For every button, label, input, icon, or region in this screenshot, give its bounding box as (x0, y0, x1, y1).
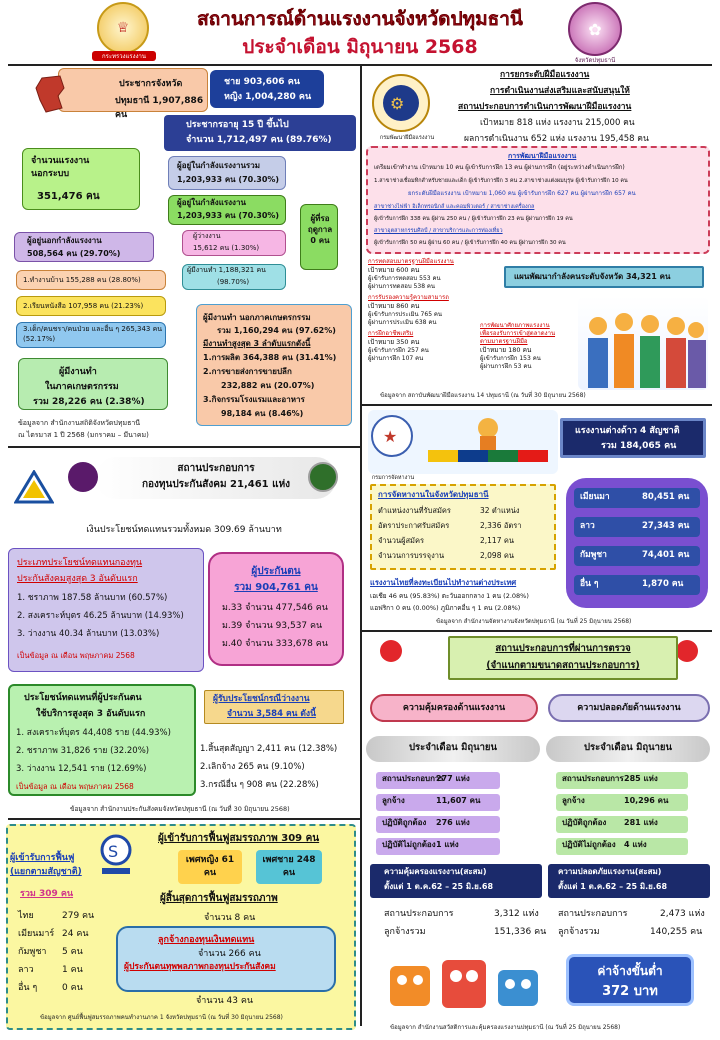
migrant-row (574, 575, 700, 595)
safety-cum-label-2: ลูกจ้างรวม (558, 927, 600, 937)
nonagri-item-2: 2.การขายส่งการขายปลีก (203, 367, 292, 376)
inspection-row-value: 276 แห่ง (436, 818, 470, 827)
minimum-wage-title: ค่าจ้างขั้นต่ำ (597, 964, 663, 978)
outside-item-1 (16, 270, 166, 290)
employment-row-value: 2,098 คน (480, 551, 514, 560)
protect-cum-label-2: ลูกจ้างรวม (384, 927, 426, 937)
rehab-male-text: เพศชาย 248 คน (262, 855, 316, 878)
unemp-title-box (204, 690, 344, 724)
inspection-row (376, 838, 500, 855)
header (0, 0, 720, 62)
province-logo-caption: จังหวัดปทุมธานี (574, 57, 616, 64)
abroad-line-1: เอเชีย 46 คน (95.83%) ตะวันออกกลาง 1 คน (2.08%) (370, 592, 529, 600)
unemp-title2: จำนวน 3,584 คน ดังนี้ (227, 709, 316, 719)
unemp-item-1: 1.สิ้นสุดสัญญา 2,411 คน (12.38%) (200, 744, 338, 754)
current-labor-box (168, 195, 286, 225)
population-box (58, 68, 208, 120)
standards-row-6: เป้าหมาย 860 คน (368, 302, 420, 311)
outside-item-2-text: 2.เรียนหนังสือ 107,958 คน (21.23%) (23, 302, 144, 310)
insured-item-3: ม.40 จำนวน 333,678 คน (222, 639, 328, 649)
training-row-2: 1.สาขาช่างเชื่อมทิกสำหรับชายและเด็ก ผู้เข้ารับการฝึก 3 คน 2.สาขาช่างแต่งผมบุรุษ ผู้เข้ารับการฝึก 10 คน (374, 178, 628, 184)
age15-box (164, 115, 356, 151)
migrant-row-name: อื่น ๆ (580, 579, 599, 589)
inspection-row-value: 4 แห่ง (624, 840, 647, 849)
inspection-right-dot (676, 640, 698, 662)
standards-row-10: เป้าหมาย 350 คน (368, 338, 420, 347)
rehab-divider (8, 818, 360, 820)
right-divider-2 (362, 630, 712, 632)
employment-row-label: จำนวนการบรรจุงาน (378, 551, 445, 560)
rehab-nat-title1: ผู้เข้ารับการฟื้นฟู (10, 853, 75, 863)
inspection-left-dot (380, 640, 402, 662)
rehab-nat-total: รวม 309 คน (20, 889, 74, 899)
training-row-3: ยกระดับฝีมือแรงงาน เป้าหมาย 1,060 คน ผู้เข้ารับการฝึก 627 คน ผู้ผ่านการฝึก 657 คน (408, 190, 636, 197)
employment-title: การจัดหางานในจังหวัดปทุมธานี (378, 490, 489, 499)
insured-title: ผู้ประกันตน (251, 566, 301, 577)
inspection-row-label: ปฏิบัติถูกต้อง (562, 818, 607, 827)
inspection-row (556, 838, 688, 855)
inspection-row-value: 11,607 คน (436, 796, 481, 805)
minimum-wage-badge (566, 954, 694, 1006)
unemployed-line1: ผู้ว่างงาน (193, 232, 221, 240)
special-row-4: เป้าหมาย 180 คน (480, 346, 532, 355)
standards-row-7: ผู้เข้ารับการประเมิน 765 คน (368, 310, 443, 318)
outside-item-3-text: 3.เด็ก/คนชรา/คนป่วย และอื่น ๆ 265,343 คน (52.17%) (23, 325, 163, 343)
unemp-item-3: 3.กรณีอื่น ๆ 908 คน (22.28%) (200, 780, 319, 790)
rehab-nat-title2: (แยกตามสัญชาติ) (10, 867, 82, 877)
standards-row-4: ผู้ผ่านการทดสอบ 538 คน (368, 282, 436, 290)
special-list (480, 322, 576, 371)
lfs-source-2: ณ ไตรมาส 1 ปี 2568 (มกราคม – มีนาคม) (18, 431, 149, 439)
agri-line2: ในภาคเกษตรกรรม (45, 382, 119, 392)
training-title: การพัฒนาฝีมือแรงงาน (508, 152, 577, 160)
protect-cum-period: ตั้งแต่ 1 ต.ค.62 – 25 มิ.ย.68 (384, 882, 494, 891)
plan-box (504, 266, 704, 288)
migrant-list-box (566, 478, 708, 608)
rehab-nat-name: ไทย (18, 911, 34, 921)
sso-heading: สถานประกอบการ (177, 463, 255, 474)
employment-row-label: อัตราประกาศรับสมัคร (378, 521, 450, 530)
sso-divider (8, 446, 360, 448)
protect-cum-value-1: 3,312 แห่ง (494, 909, 539, 919)
minimum-wage-value: 372 บาท (602, 984, 658, 999)
outside-item-1-text: 1.ทำงานบ้าน 155,288 คน (28.80%) (23, 276, 141, 284)
special-row-5: ผู้เข้ารับการฝึก 153 คน (480, 355, 541, 363)
current-labor-line2: 1,203,933 คน (70.30%) (177, 211, 280, 220)
rehab-nat-name: ลาว (18, 965, 34, 975)
training-row-1: เตรียมเข้าทำงาน เป้าหมาย 10 คน ผู้เข้ารับการฝึก 13 คน ผู้ผ่านการฝึก (อยู่ระหว่างดำเนินการฝึก) (374, 164, 625, 171)
inspection-row-label: ลูกจ้าง (562, 796, 585, 805)
protect-header (370, 694, 538, 722)
inspection-source: ข้อมูลจาก สำนักงานสวัสดิการและคุ้มครองแรงงานปทุมธานี (ณ วันที่ 25 มิถุนายน 2568) (390, 1024, 621, 1031)
employment-illustration (368, 410, 558, 474)
migrant-title1: แรงงานต่างด้าว 4 สัญชาติ (575, 426, 680, 436)
waiting-box (300, 204, 338, 270)
page-title: สถานการณ์ด้านแรงงานจังหวัดปทุมธานี (197, 8, 523, 30)
ministry-logo: ♕ (97, 2, 149, 54)
standards-row-9: การฝึกอาชีพเสริม (368, 330, 414, 338)
sso-top-title2: ประกันสังคมสูงสุด 3 อันดับแรก (17, 574, 138, 584)
rehab-nat-value: 0 คน (62, 983, 83, 993)
nonagri-line1: ผู้มีงานทำ นอกภาคเกษตรกรรม (203, 313, 311, 322)
inspection-row-label: สถานประกอบการ (562, 774, 624, 783)
safety-cum-box (548, 864, 710, 898)
migrant-row-value: 1,870 คน (642, 579, 684, 589)
inspection-row (376, 772, 500, 789)
standards-source: ข้อมูลจาก สถาบันพัฒนาฝีมือแรงงาน 14 ปทุมธานี (ณ วันที่ 30 มิถุนายน 2568) (380, 392, 586, 399)
protect-cum-title: ความคุ้มครองแรงงาน(สะสม) (384, 867, 487, 876)
migrant-row-name: กัมพูชา (580, 550, 607, 560)
rehab-nat-value: 24 คน (62, 929, 89, 939)
gender-box (210, 70, 324, 108)
inspection-row (376, 794, 500, 811)
training-row-6: สาขาอุตสาหกรรมศิลป์ / สาขาบริการและการท่องเที่ยว (374, 228, 503, 234)
safety-header (548, 694, 710, 722)
standards-row-11: ผู้เข้ารับการฝึก 257 คน (368, 346, 429, 354)
population-label: ประชากรจังหวัด (119, 79, 183, 89)
waiting-text: ผู้ที่รอฤดูกาล 0 คน (307, 214, 333, 246)
outside-item-3 (16, 322, 166, 348)
labor-force-box (168, 156, 286, 190)
agri-line3: รวม 28,226 คน (2.38%) (33, 397, 145, 407)
informal-title: จำนวนแรงงาน นอกระบบ (31, 156, 90, 179)
skill-target: เป้าหมาย 818 แห่ง แรงงาน 215,000 คน (480, 118, 635, 128)
workers-illustration (578, 296, 708, 390)
sso-top-title1: ประเภทประโยชน์ทดแทนกองทุน (17, 558, 143, 568)
employment-source: ข้อมูลจาก สำนักงานจัดหางานจังหวัดปทุมธานี (ณ วันที่ 25 มิถุนายน 2568) (436, 618, 632, 625)
inspection-row (556, 816, 688, 833)
inspection-row (376, 816, 500, 833)
rehab-fund-title: ลูกจ้างกองทุนเงินทดแทน (158, 935, 255, 945)
employment-row-value: 2,117 คน (480, 536, 514, 545)
inspection-row-value: 285 แห่ง (624, 774, 658, 783)
safety-month (546, 736, 710, 762)
sso-source: ข้อมูลจาก สำนักงานประกันสังคมจังหวัดปทุมธานี (ณ วันที่ 30 มิถุนายน 2568) (70, 805, 290, 813)
informal-box (22, 148, 140, 210)
standards-row-2: เป้าหมาย 600 คน (368, 266, 420, 275)
sso-use-note: เป็นข้อมูล ณ เดือน พฤษภาคม 2568 (16, 782, 134, 791)
rehab-sso-title: ผู้ประกันตนทุพพลภาพกองทุนประกันสังคม (124, 962, 276, 972)
sso-left-dot (68, 462, 98, 492)
rehab-detail-box (116, 926, 336, 992)
page-subtitle: ประจำเดือน มิถุนายน 2568 (242, 36, 478, 58)
sso-logo (14, 470, 54, 504)
sso-top-item-3: 3. ว่างงาน 40.34 ล้านบาท (13.03%) (17, 629, 160, 639)
standards-list (368, 258, 498, 363)
sso-right-dot (308, 462, 338, 492)
lfs-source-1: ข้อมูลจาก สำนักงานสถิติจังหวัดปทุมธานี (18, 419, 141, 427)
employment-row-value: 2,336 อัตรา (480, 521, 522, 530)
rehab-nat-name: เมียนมาร์ (18, 929, 55, 939)
protect-cum-value-2: 151,336 คน (494, 927, 547, 937)
abroad-line-2: แอฟริกา 0 คน (0.00%) ภูมิภาคอื่น ๆ 1 คน (2.08%) (370, 604, 521, 612)
inspection-title-box (448, 636, 678, 680)
safety-month-label: ประจำเดือน มิถุนายน (584, 742, 672, 753)
sso-use-box (8, 684, 196, 796)
safety-cum-value-2: 140,255 คน (650, 927, 703, 937)
unemployed-line2: 15,612 คน (1.30%) (193, 244, 260, 252)
migrant-title2: รวม 184,065 คน (601, 441, 677, 451)
special-row-1: การพัฒนาศักยภาพแรงงาน (480, 322, 550, 329)
training-box (366, 146, 710, 254)
migrant-row-name: เมียนมา (580, 492, 610, 502)
sso-use-item-1: 1. สงเคราะห์บุตร 44,408 ราย (44.93%) (16, 728, 171, 738)
safety-cum-label-1: สถานประกอบการ (558, 909, 628, 919)
inspection-row-value: 1 แห่ง (436, 840, 459, 849)
male-count: ชาย 903,606 คน (224, 77, 300, 87)
outside-force-line1: ผู้อยู่นอกกำลังแรงงาน (27, 236, 102, 245)
sso-use-item-3: 3. ว่างงาน 12,541 ราย (12.69%) (16, 764, 147, 774)
plan-label: แผนพัฒนากำลังคนระดับจังหวัด 34,321 คน (514, 272, 671, 281)
nonagri-item-3: 3.กิจกรรมโรงแรมและอาหาร (203, 395, 305, 404)
rehab-source: ข้อมูลจาก ศูนย์ฟื้นฟูสมรรถภาพคนทำงานภาค 1 จังหวัดปทุมธานี (ณ วันที่ 30 มิถุนายน 2568) (40, 1014, 283, 1021)
unemp-title1: ผู้รับประโยชน์กรณีว่างงาน (213, 694, 310, 704)
migrant-row-name: ลาว (580, 521, 595, 531)
sso-top-note: เป็นข้อมูล ณ เดือน พฤษภาคม 2568 (17, 651, 135, 660)
employed-line1: ผู้มีงานทำ 1,188,321 คน (187, 266, 266, 274)
standards-row-5: การรับรองความรู้ความสามารถ (368, 294, 449, 302)
inspection-title2: (จำแนกตามขนาดสถานประกอบการ) (486, 660, 640, 671)
special-row-2: เพื่อรองรับการเข้าสู่ตลาดงาน (480, 330, 556, 338)
migrant-row (574, 546, 700, 566)
skill-logo-caption: กรมพัฒนาฝีมือแรงงาน (379, 135, 435, 141)
sso-top-item-1: 1. ชราภาพ 187.58 ล้านบาท (60.57%) (17, 593, 168, 603)
safety-cum-title: ความปลอดภัยแรงงาน(สะสม) (558, 867, 662, 876)
insured-box (208, 552, 344, 666)
labor-force-line1: ผู้อยู่ในกำลังแรงงานรวม (177, 161, 260, 170)
sso-use-item-2: 2. ชราภาพ 31,826 ราย (32.20%) (16, 746, 150, 756)
current-labor-line1: ผู้อยู่ในกำลังแรงงาน (177, 198, 246, 207)
employment-row-value: 32 ตำแหน่ง (480, 506, 520, 515)
sso-use-title1: ประโยชน์ทดแทนที่ผู้ประกันตน (24, 693, 142, 703)
standards-row-1: การทดสอบมาตรฐานฝีมือแรงงาน (368, 258, 454, 265)
inspection-row-label: ปฏิบัติไม่ถูกต้อง (562, 840, 616, 849)
training-row-4: สาขาช่างไฟฟ้า อิเล็กทรอนิกส์ และคอมพิวเตอร์ / สาขาช่างเครื่องกล (374, 204, 535, 210)
svg-text:S: S (108, 842, 119, 861)
outside-item-2 (16, 296, 166, 316)
employment-row-label: จำนวนผู้สมัคร (378, 536, 425, 545)
skill-title1: การยกระดับฝีมือแรงงาน (500, 70, 590, 80)
standards-row-3: ผู้เข้ารับการทดสอบ 553 คน (368, 274, 441, 282)
rehab-male (256, 850, 322, 884)
sso-top-box (8, 548, 204, 672)
nonagri-item-3b: 98,184 คน (8.46%) (221, 409, 304, 418)
employment-row-label: ตำแหน่งงานที่รับสมัคร (378, 506, 451, 515)
migrant-row-value: 74,401 คน (642, 550, 690, 560)
abroad-title: แรงงานไทยที่ลงทะเบียนไปทำงานต่างประเทศ (370, 578, 517, 587)
safety-cum-period: ตั้งแต่ 1 ต.ค.62 – 25 มิ.ย.68 (558, 882, 668, 891)
inspection-row-value: 281 แห่ง (624, 818, 658, 827)
training-row-5: ผู้เข้ารับการฝึก 338 คน ผู้ผ่าน 250 คน / ผู้เข้ารับการฝึก 23 คน ผู้ผ่านการฝึก 19 คน (374, 216, 573, 222)
inspection-row-label: ลูกจ้าง (382, 796, 405, 805)
svg-text:⚙: ⚙ (390, 94, 405, 113)
inspection-row-label: ปฏิบัติถูกต้อง (382, 818, 427, 827)
sso-payout: เงินประโยชน์ทดแทนรวมทั้งหมด 309.69 ล้านบาท (86, 525, 282, 535)
rehab-fund-value: จำนวน 266 คน (198, 949, 261, 959)
rehab-nat-name: อื่น ๆ (18, 983, 38, 993)
sso-heading-bar (96, 457, 336, 499)
migrant-row-value: 80,451 คน (642, 492, 690, 502)
inspection-row-value: 277 แห่ง (436, 774, 470, 783)
protect-month-label: ประจำเดือน มิถุนายน (409, 742, 497, 753)
svg-text:★: ★ (383, 427, 398, 446)
standards-row-12: ผู้ผ่านการฝึก 107 คน (368, 355, 424, 363)
unemployed-box (182, 230, 286, 256)
skill-result: ผลการดำเนินงาน 652 แห่ง แรงงาน 195,458 คน (464, 134, 649, 144)
age15-line1: ประชากรอายุ 15 ปี ขึ้นไป (186, 120, 289, 130)
nonagri-box (196, 304, 352, 426)
employment-box (370, 484, 556, 570)
rehab-nat-value: 5 คน (62, 947, 83, 957)
special-row-6: ผู้ผ่านการฝึก 53 คน (480, 363, 532, 371)
labor-force-line2: 1,203,933 คน (70.30%) (177, 175, 280, 184)
inspection-row-label: ปฏิบัติไม่ถูกต้อง (382, 840, 436, 849)
population-map-icon (34, 74, 68, 114)
migrant-row (574, 517, 700, 537)
female-count: หญิง 1,004,280 คน (224, 92, 312, 102)
robots-illustration (380, 946, 550, 1020)
safety-cum-value-1: 2,473 แห่ง (660, 909, 705, 919)
inspection-row (556, 794, 688, 811)
rehab-done-title: ผู้สิ้นสุดการฟื้นฟูสมรรถภาพ (160, 893, 278, 904)
right-divider-1 (362, 404, 712, 406)
informal-value: 351,476 คน (37, 191, 100, 202)
nonagri-item-2b: 232,882 คน (20.07%) (221, 381, 315, 390)
inspection-row-value: 10,296 คน (624, 796, 669, 805)
skill-title2: การดำเนินงานส่งเสริมและสนับสนุนให้ (490, 86, 630, 96)
special-row-3: ตามมาตรฐานฝีมือ (480, 338, 528, 346)
migrant-row-value: 27,343 คน (642, 521, 690, 531)
nonagri-line2: รวม 1,160,294 คน (97.62%) (217, 326, 336, 335)
age15-line2: จำนวน 1,712,497 คน (89.76%) (186, 135, 332, 145)
outside-force-box (14, 232, 154, 262)
employment-logo-caption: กรมการจัดหางาน (371, 475, 415, 481)
migrant-title-box (560, 418, 706, 458)
insured-item-1: ม.33 จำนวน 477,546 คน (222, 603, 328, 613)
skill-title3: สถานประกอบการดำเนินการพัฒนาฝีมือแรงงาน (458, 102, 632, 112)
rehab-nat-name: กัมพูชา (18, 947, 47, 957)
insured-item-2: ม.39 จำนวน 93,537 คน (222, 621, 323, 631)
agri-line1: ผู้มีงานทำ (59, 367, 97, 377)
rehab-nat-value: 1 คน (62, 965, 83, 975)
protect-cum-box (370, 864, 542, 898)
standards-row-8: ผู้ผ่านการประเมิน 638 คน (368, 319, 437, 326)
rehab-done-value: จำนวน 8 คน (204, 913, 256, 923)
rehab-female (178, 850, 242, 884)
ministry-logo-caption: กระทรวงแรงงาน (92, 51, 156, 61)
population-total: ปทุมธานี 1,907,886 คน (115, 96, 204, 120)
rehab-logo (98, 832, 134, 878)
skill-logo (370, 72, 432, 134)
inspection-row-label: สถานประกอบการ (382, 774, 444, 783)
nonagri-heading: มีงานทำสูงสุด 3 ลำดับแรกดังนี้ (203, 339, 311, 348)
agri-box (18, 358, 168, 410)
inspection-row (556, 772, 688, 789)
employed-box (182, 264, 286, 290)
training-row-7: ผู้เข้ารับการฝึก 50 คน ผู้ผ่าน 60 คน / ผู้เข้ารับการฝึก 40 คน ผู้ผ่านการฝึก 30 คน (374, 240, 566, 246)
rehab-sso-value: จำนวน 43 คน (196, 996, 254, 1006)
rehab-female-text: เพศหญิง 61 คน (185, 855, 235, 878)
protect-month (366, 736, 540, 762)
insured-total: รวม 904,761 คน (234, 582, 318, 593)
rehab-title: ผู้เข้ารับการฟื้นฟูสมรรถภาพ 309 คน (158, 833, 320, 844)
protect-cum-label-1: สถานประกอบการ (384, 909, 454, 919)
inspection-title1: สถานประกอบการที่ผ่านการตรวจ (495, 643, 631, 654)
rehab-nat-value: 279 คน (62, 911, 95, 921)
outside-force-line2: 508,564 คน (29.70%) (27, 249, 121, 258)
nonagri-item-1: 1.การผลิต 364,388 คน (31.41%) (203, 353, 337, 362)
province-logo: ✿ (568, 2, 622, 56)
sso-use-title2: ใช้บริการสูงสุด 3 อันดับแรก (36, 709, 146, 719)
center-divider (360, 66, 362, 1026)
migrant-row (574, 488, 700, 508)
unemp-item-2: 2.เลิกจ้าง 265 คน (9.10%) (200, 762, 305, 772)
safety-title: ความปลอดภัยด้านแรงงาน (577, 703, 681, 713)
employed-line2: (98.70%) (217, 278, 250, 286)
sso-establishments: กองทุนประกันสังคม 21,461 แห่ง (141, 479, 291, 490)
sso-top-item-2: 2. สงเคราะห์บุตร 46.25 ล้านบาท (14.93%) (17, 611, 184, 621)
protect-title: ความคุ้มครองด้านแรงงาน (402, 703, 506, 713)
